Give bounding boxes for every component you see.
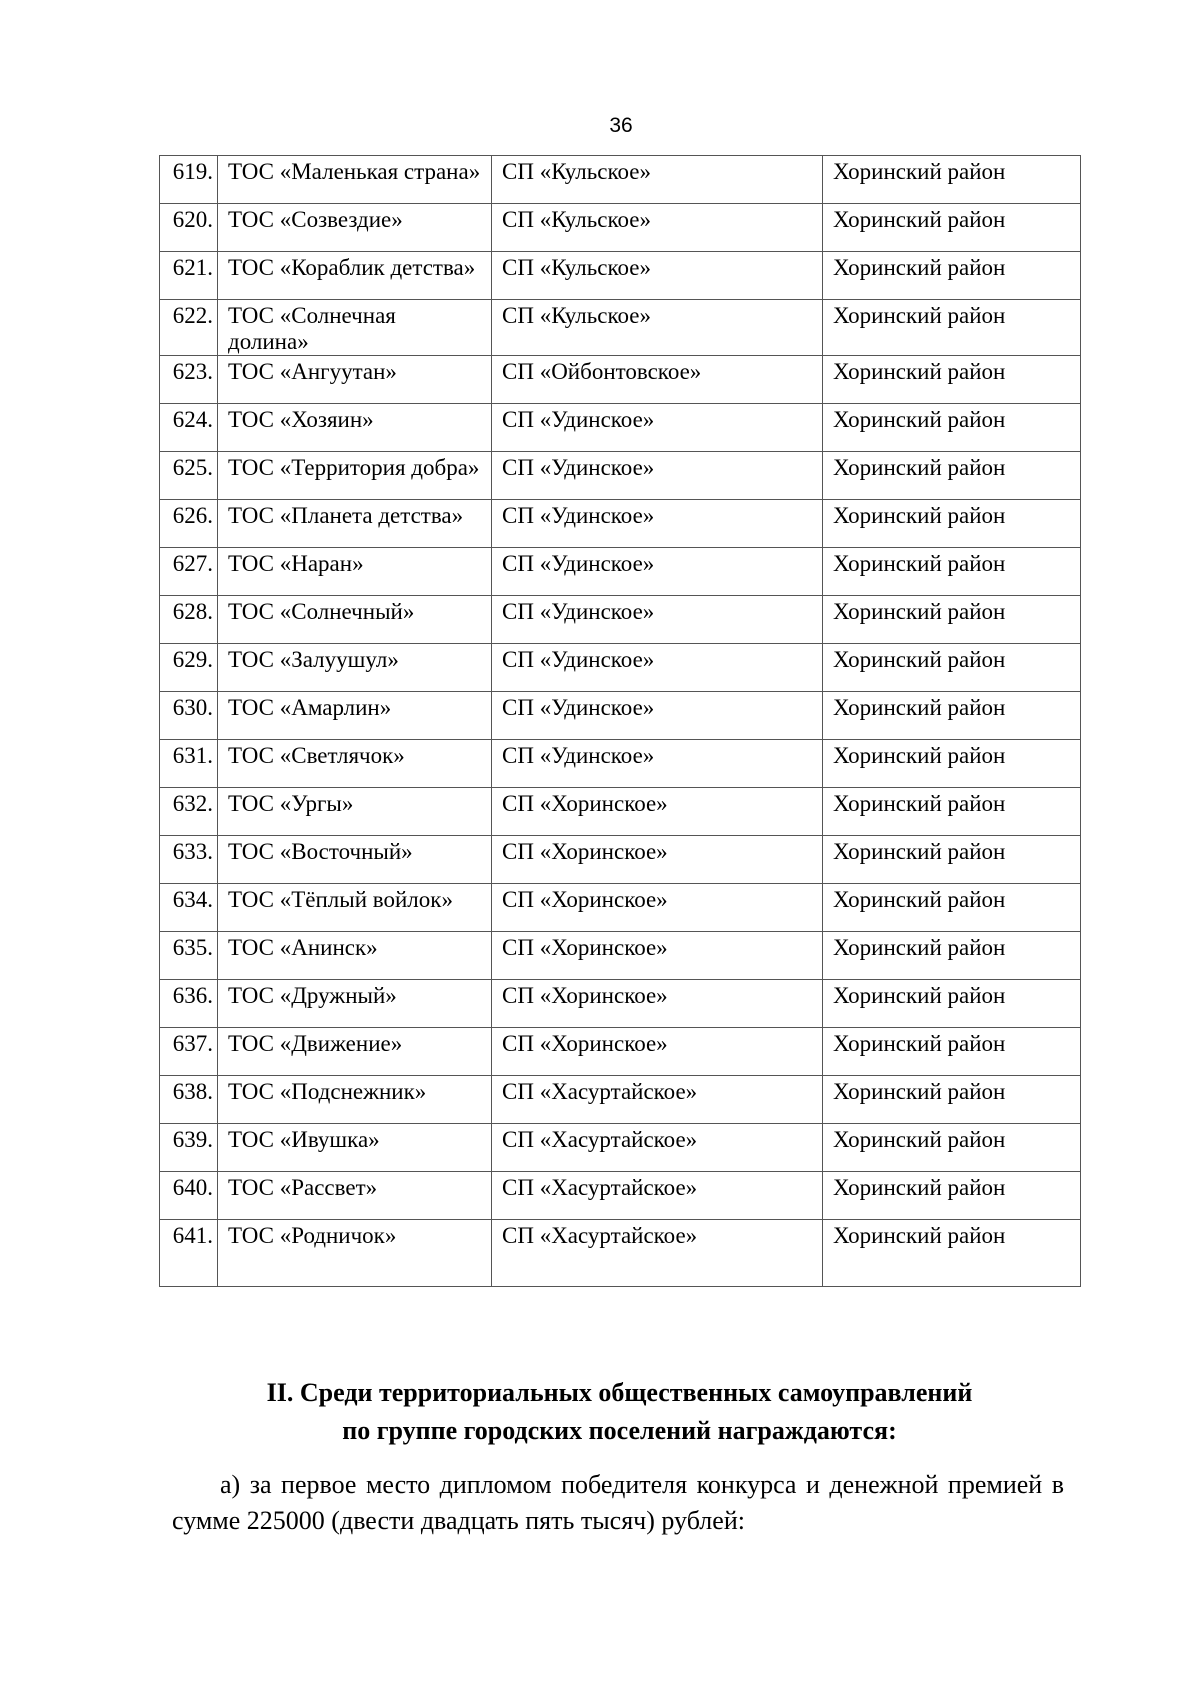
table-row [160,252,1081,300]
tos-name: ТОС «Движение» [218,1028,492,1076]
table-row [160,1172,1081,1220]
district-name: Хоринский район [823,500,1081,548]
district-name: Хоринский район [823,156,1081,204]
row-number: 628. [160,596,218,644]
settlement-name: СП «Кульское» [492,156,823,204]
tos-name: ТОС «Ивушка» [218,1124,492,1172]
row-number: 638. [160,1076,218,1124]
tos-name: ТОС «Анинск» [218,932,492,980]
tos-name: ТОС «Кораблик детства» [218,252,492,300]
row-number: 639. [160,1124,218,1172]
row-number: 637. [160,1028,218,1076]
tos-name: ТОС «Созвездие» [218,204,492,252]
row-number: 633. [160,836,218,884]
settlement-name: СП «Хоринское» [492,884,823,932]
table-row [160,452,1081,500]
district-name: Хоринский район [823,980,1081,1028]
award-paragraph: а) за первое место дипломом победителя конкурса и денежной премией в сумме 225000 (двести двадцать пять тысяч) рублей: [172,1470,1064,1535]
district-name: Хоринский район [823,1220,1081,1287]
district-name: Хоринский район [823,404,1081,452]
table-row [160,740,1081,788]
settlement-name: СП «Хоринское» [492,836,823,884]
tos-name: ТОС «Планета детства» [218,500,492,548]
table-row [160,980,1081,1028]
settlement-name: СП «Удинское» [492,644,823,692]
settlement-name: СП «Хоринское» [492,788,823,836]
settlement-name: СП «Кульское» [492,252,823,300]
settlement-name: СП «Удинское» [492,692,823,740]
settlement-name: СП «Хасуртайское» [492,1220,823,1287]
settlement-name: СП «Хасуртайское» [492,1076,823,1124]
tos-name: ТОС «Залуушул» [218,644,492,692]
row-number: 622. [160,300,218,356]
table-row [160,356,1081,404]
tos-name: ТОС «Подснежник» [218,1076,492,1124]
section-heading-line-1: II. Среди территориальных общественных самоуправлений [266,1378,973,1407]
tos-name: ТОС «Дружный» [218,980,492,1028]
tos-name: ТОС «Светлячок» [218,740,492,788]
settlement-name: СП «Хоринское» [492,932,823,980]
district-name: Хоринский район [823,1172,1081,1220]
table-row [160,404,1081,452]
settlement-name: СП «Кульское» [492,300,823,356]
page-number: 36 [609,114,633,137]
table-row [160,788,1081,836]
section-heading [159,1374,1080,1450]
district-name: Хоринский район [823,644,1081,692]
tos-name: ТОС «Ургы» [218,788,492,836]
row-number: 627. [160,548,218,596]
district-name: Хоринский район [823,740,1081,788]
table-row [160,884,1081,932]
row-number: 624. [160,404,218,452]
tos-name: ТОС «Ангуутан» [218,356,492,404]
table-row [160,932,1081,980]
settlement-name: СП «Удинское» [492,596,823,644]
settlement-name: СП «Хоринское» [492,1028,823,1076]
district-name: Хоринский район [823,252,1081,300]
tos-name: ТОС «Солнечный» [218,596,492,644]
row-number: 621. [160,252,218,300]
row-number: 625. [160,452,218,500]
table-row [160,836,1081,884]
row-number: 629. [160,644,218,692]
district-name: Хоринский район [823,548,1081,596]
district-name: Хоринский район [823,932,1081,980]
district-name: Хоринский район [823,836,1081,884]
tos-name: ТОС «Наран» [218,548,492,596]
row-number: 626. [160,500,218,548]
tos-name: ТОС «Родничок» [218,1220,492,1287]
table-row [160,644,1081,692]
tos-name: ТОС «Территория добра» [218,452,492,500]
tos-name: ТОС «Солнечная долина» [218,300,492,356]
row-number: 641. [160,1220,218,1287]
district-name: Хоринский район [823,204,1081,252]
settlement-name: СП «Удинское» [492,404,823,452]
table-row [160,1124,1081,1172]
table-row [160,204,1081,252]
district-name: Хоринский район [823,300,1081,356]
table-row [160,156,1081,204]
tos-name: ТОС «Маленькая страна» [218,156,492,204]
settlement-name: СП «Кульское» [492,204,823,252]
tos-name: ТОС «Тёплый войлок» [218,884,492,932]
table-row [160,1028,1081,1076]
settlement-name: СП «Удинское» [492,740,823,788]
tos-name: ТОС «Амарлин» [218,692,492,740]
row-number: 630. [160,692,218,740]
tos-name: ТОС «Восточный» [218,836,492,884]
tos-name: ТОС «Рассвет» [218,1172,492,1220]
district-name: Хоринский район [823,884,1081,932]
settlement-name: СП «Хасуртайское» [492,1172,823,1220]
table-row [160,596,1081,644]
table-row [160,1220,1081,1287]
row-number: 636. [160,980,218,1028]
settlement-name: СП «Ойбонтовское» [492,356,823,404]
table-row [160,548,1081,596]
district-name: Хоринский район [823,356,1081,404]
table-row [160,300,1081,356]
row-number: 640. [160,1172,218,1220]
district-name: Хоринский район [823,596,1081,644]
district-name: Хоринский район [823,452,1081,500]
awards-table-body [160,156,1081,1287]
table-row [160,500,1081,548]
settlement-name: СП «Удинское» [492,548,823,596]
table-row [160,1076,1081,1124]
district-name: Хоринский район [823,692,1081,740]
row-number: 623. [160,356,218,404]
section-heading-line-2: по группе городских поселений награждаются: [342,1416,897,1445]
row-number: 632. [160,788,218,836]
district-name: Хоринский район [823,788,1081,836]
row-number: 619. [160,156,218,204]
row-number: 635. [160,932,218,980]
settlement-name: СП «Хасуртайское» [492,1124,823,1172]
settlement-name: СП «Удинское» [492,452,823,500]
tos-name: ТОС «Хозяин» [218,404,492,452]
settlement-name: СП «Хоринское» [492,980,823,1028]
district-name: Хоринский район [823,1028,1081,1076]
district-name: Хоринский район [823,1124,1081,1172]
district-name: Хоринский район [823,1076,1081,1124]
awards-table [159,155,1081,1287]
settlement-name: СП «Удинское» [492,500,823,548]
row-number: 631. [160,740,218,788]
table-row [160,692,1081,740]
row-number: 634. [160,884,218,932]
row-number: 620. [160,204,218,252]
